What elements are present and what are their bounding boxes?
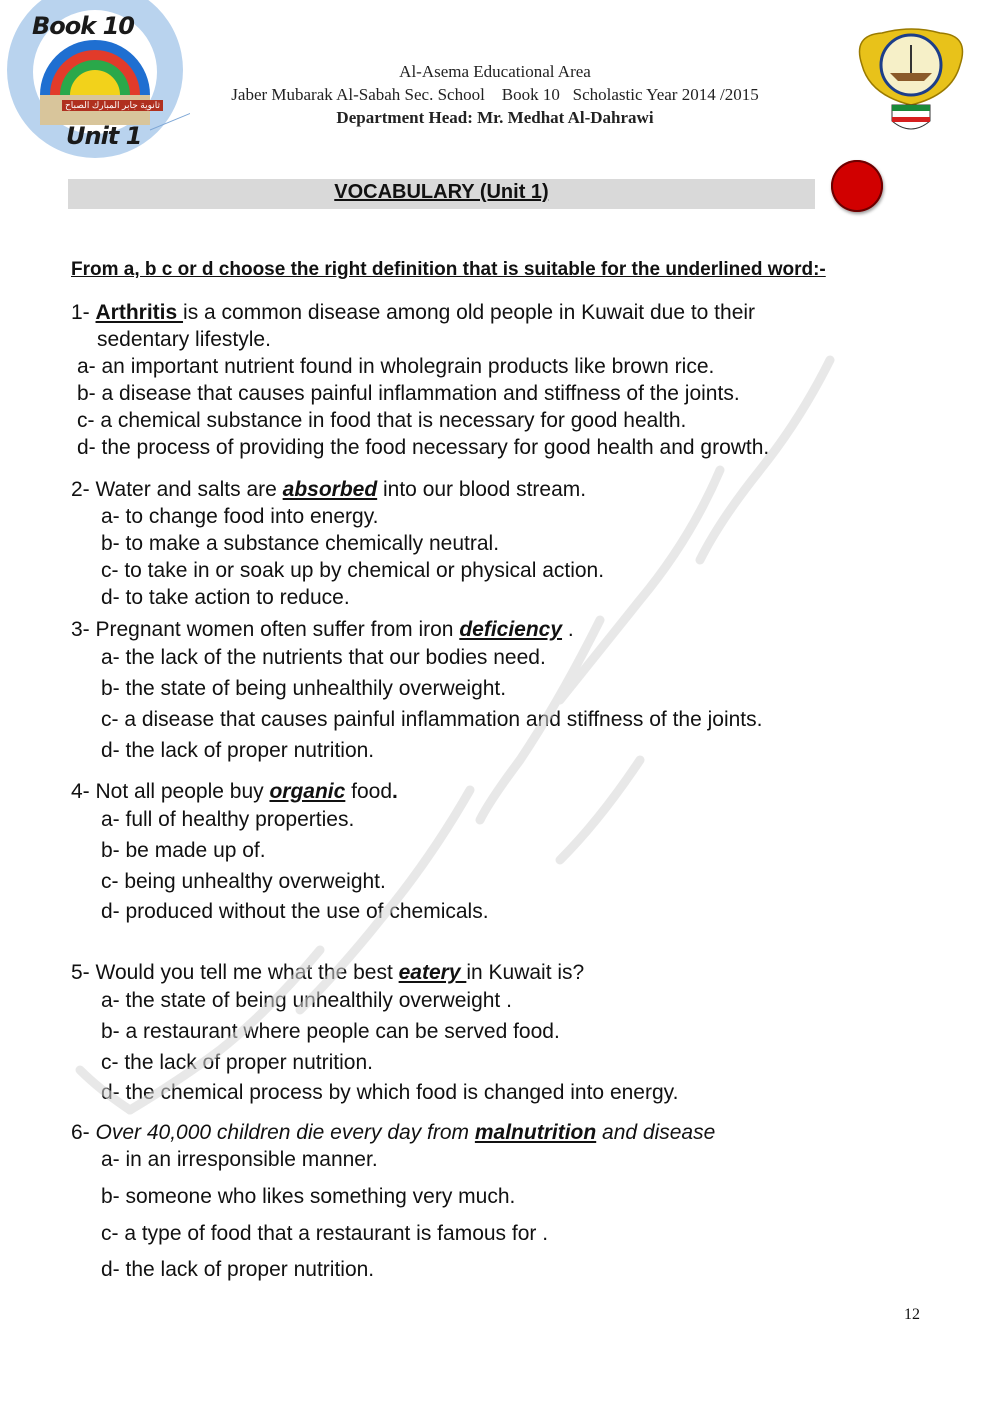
kuwait-emblem-icon <box>852 25 970 137</box>
question-5-word: eatery <box>398 961 467 984</box>
question-1 <box>71 300 755 326</box>
q5-option-d: d- the chemical process by which food is changed into energy. <box>101 1081 679 1104</box>
q2-option-b: b- to make a substance chemically neutral. <box>101 532 500 555</box>
header-department: Department Head: Mr. Medhat Al-Dahrawi <box>336 108 654 127</box>
question-6-text-pre: Over 40,000 children die every day from <box>95 1121 475 1144</box>
header-school: Jaber Mubarak Al-Sabah Sec. School Book 10 Scholastic Year 2014 /2015 <box>231 85 759 104</box>
q6-option-a: a- in an irresponsible manner. <box>101 1148 378 1171</box>
question-5 <box>71 960 584 986</box>
instruction: From a, b c or d choose the right definition that is suitable for the underlined word:- <box>71 259 826 280</box>
question-6-text-post: and disease <box>596 1121 716 1144</box>
q1-option-c: c- a chemical substance in food that is necessary for good health. <box>77 409 687 432</box>
question-1-word: Arthritis <box>95 301 184 324</box>
header-area: Al-Asema Educational Area <box>399 62 591 81</box>
question-2-text-post: into our blood stream. <box>377 478 587 501</box>
q2-option-c: c- to take in or soak up by chemical or physical action. <box>101 559 605 582</box>
q4-option-a: a- full of healthy properties. <box>101 808 355 831</box>
question-6 <box>71 1120 715 1146</box>
question-4-period: . <box>392 780 398 803</box>
question-6-number: 6- <box>71 1121 96 1144</box>
q5-option-a: a- the state of being unhealthily overweight . <box>101 989 512 1012</box>
question-3-text-post: . <box>562 618 574 641</box>
question-2-word: absorbed <box>282 478 378 501</box>
question-4-word: organic <box>269 780 346 803</box>
q5-option-c: c- the lack of proper nutrition. <box>101 1051 373 1074</box>
question-1-continued: sedentary lifestyle. <box>97 328 271 351</box>
book-label: Book 10 <box>32 12 134 40</box>
unit-label: Unit 1 <box>66 122 142 150</box>
q6-option-c: c- a type of food that a restaurant is famous for . <box>101 1222 549 1245</box>
q6-option-d: d- the lack of proper nutrition. <box>101 1258 375 1281</box>
q1-option-a: a- an important nutrient found in wholegrain products like brown rice. <box>77 355 715 378</box>
document-header <box>150 60 840 129</box>
q1-option-b: b- a disease that causes painful inflammation and stiffness of the joints. <box>77 382 740 405</box>
q1-option-d: d- the process of providing the food necessary for good health and growth. <box>77 436 770 459</box>
q4-option-c: c- being unhealthy overweight. <box>101 870 386 893</box>
question-2 <box>71 477 586 503</box>
q3-option-b: b- the state of being unhealthily overweight. <box>101 677 507 700</box>
q3-option-a: a- the lack of the nutrients that our bodies need. <box>101 646 546 669</box>
question-5-text-post: in Kuwait is? <box>466 961 585 984</box>
question-1-number: 1- <box>71 301 96 324</box>
q3-option-d: d- the lack of proper nutrition. <box>101 739 375 762</box>
logo-text: ثانوية جابر المبارك الصباح <box>62 100 163 111</box>
q5-option-b: b- a restaurant where people can be served food. <box>101 1020 560 1043</box>
q2-option-a: a- to change food into energy. <box>101 505 379 528</box>
q6-option-b: b- someone who likes something very much. <box>101 1185 516 1208</box>
question-3-word: deficiency <box>459 618 563 641</box>
question-3-text-pre: 3- Pregnant women often suffer from iron <box>71 618 460 641</box>
question-3 <box>71 617 574 643</box>
question-4-text-pre: 4- Not all people buy <box>71 780 270 803</box>
title-bar <box>68 179 815 209</box>
question-2-text-pre: 2- Water and salts are <box>71 478 283 501</box>
question-1-text: is a common disease among old people in Kuwait due to their <box>183 301 756 324</box>
page-title: VOCABULARY (Unit 1) <box>334 181 549 203</box>
q4-option-d: d- produced without the use of chemicals. <box>101 900 489 923</box>
red-circle-icon <box>831 160 883 212</box>
q3-option-c: c- a disease that causes painful inflammation and stiffness of the joints. <box>101 708 763 731</box>
question-5-text-pre: 5- Would you tell me what the best <box>71 961 399 984</box>
page-number: 12 <box>904 1306 920 1323</box>
q2-option-d: d- to take action to reduce. <box>101 586 350 609</box>
q4-option-b: b- be made up of. <box>101 839 266 862</box>
question-4-text-post: food <box>345 780 393 803</box>
question-4 <box>71 779 398 805</box>
question-6-word: malnutrition <box>474 1121 597 1144</box>
